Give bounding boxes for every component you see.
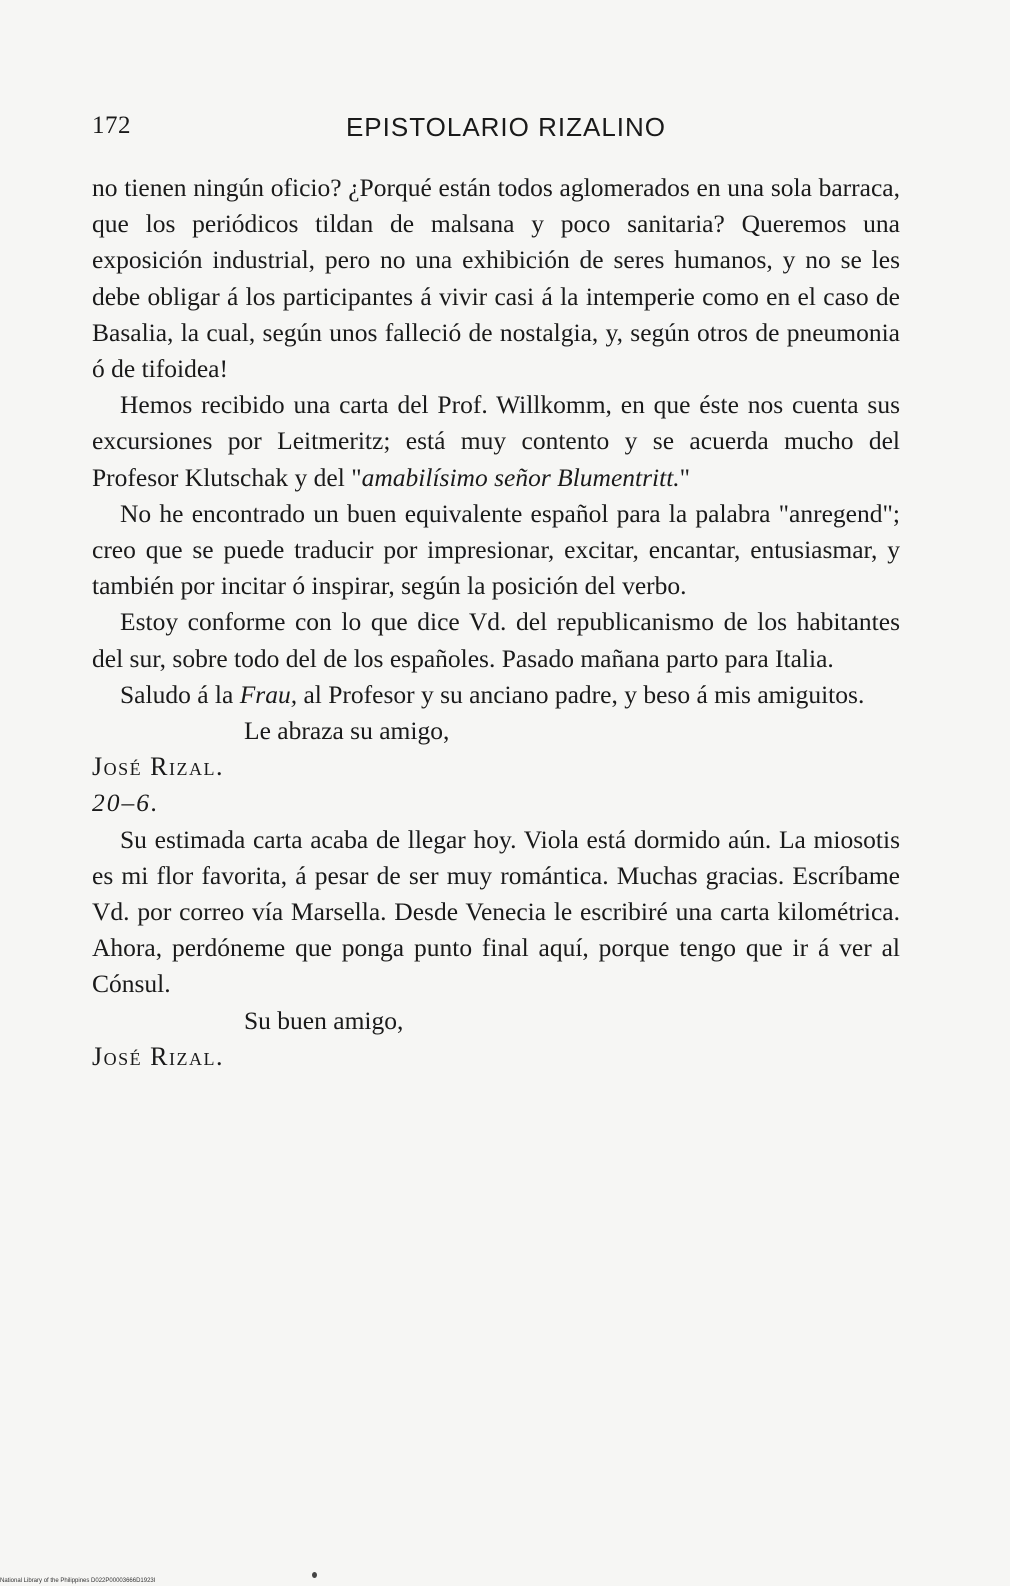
letter1-p5-text-a: Saludo á la	[120, 679, 240, 709]
letter1-paragraph-5	[92, 677, 900, 713]
running-title: EPISTOLARIO RIZALINO	[345, 112, 667, 142]
letter1-p5-italic: Frau,	[239, 679, 298, 709]
body-text	[92, 170, 900, 1075]
letter2-closing: Su buen amigo,	[244, 1005, 404, 1035]
letter1-closing: Le abraza su amigo,	[244, 716, 450, 746]
letter1-paragraph-2	[92, 387, 900, 496]
letter1-p2-text-b: "	[679, 462, 691, 492]
page-number: 172	[92, 112, 131, 139]
letter1-paragraph-3: No he encontrado un buen equivalente español para la palabra "anregend"; creo que se puede traducir por impresionar, excitar, encantar, entusiasmar, y también por incitar ó inspirar, según la posición del verbo.	[92, 498, 900, 601]
letter1-p2-italic: amabilísimo señor Blumentritt.	[361, 462, 680, 492]
letter2-date: 20–6.	[92, 788, 160, 818]
footer-dot	[312, 1572, 317, 1578]
letter1-p5-text-b: al Profesor y su anciano padre, y beso á mis amiguitos.	[297, 679, 865, 709]
page-header	[92, 112, 900, 152]
letter1-p2-text-a: Hemos recibido una carta del Prof. Willkomm, en que éste nos cuenta sus excursiones por Leitmeritz; está muy contento y se acuerda mucho del Profesor Klutschak y del "	[92, 390, 900, 492]
page-footer	[0, 1570, 1010, 1586]
letter1-paragraph-4: Estoy conforme con lo que dice Vd. del republicanismo de los habitantes del sur, sobre todo del de los españoles. Pasado mañana parto para Italia.	[92, 607, 900, 673]
letter1-signature: José Rizal.	[92, 752, 224, 782]
footer-source-text: National Library of the Philippines D022P00003666D1923I	[0, 1578, 156, 1584]
letter2-paragraph-1: Su estimada carta acaba de llegar hoy. Viola está dormido aún. La miosotis es mi flor favorita, á pesar de ser muy romántica. Muchas gracias. Escríbame Vd. por correo vía Marsella. Desde Venecia le escribiré una carta kilométrica. Ahora, perdóneme que ponga punto final aquí, porque tengo que ir á ver al Cónsul.	[92, 824, 900, 999]
letter2-signature: José Rizal.	[92, 1041, 224, 1071]
letter1-paragraph-1: no tienen ningún oficio? ¿Porqué están todos aglomerados en una sola barraca, que los periódicos tildan de malsana y poco sanitaria? Queremos una exposición industrial, pero no una exhibición de seres humanos, y no se les debe obligar á los participantes á vivir casi á la intemperie como en el caso de Basalia, la cual, según unos falleció de nostalgia, y, según otros de pneumonia ó de tifoidea!	[92, 173, 900, 384]
